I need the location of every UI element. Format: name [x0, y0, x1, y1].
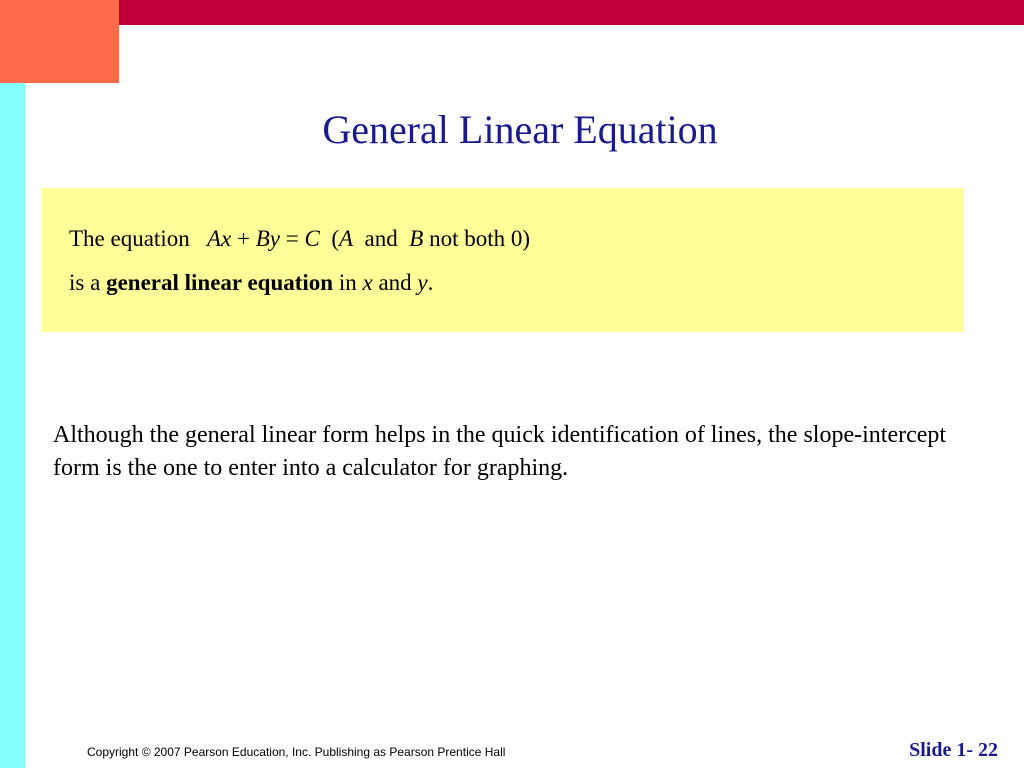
plus-sign: + [236, 226, 250, 251]
definition-box [42, 188, 964, 332]
paren-open: ( [331, 226, 339, 251]
definition-line-2 [69, 269, 433, 297]
equals-sign: = [285, 226, 299, 251]
corner-accent-square [0, 0, 119, 83]
period: . [427, 270, 434, 295]
var-b: B [409, 226, 424, 251]
top-accent-bar [119, 0, 1024, 25]
definition-prefix: The equation [69, 226, 190, 251]
var-x: x [362, 270, 373, 295]
body-paragraph: Although the general linear form helps in the quick identification of lines, the slope-intercept form is the one to enter into a calculator for graphing. [53, 422, 947, 481]
and-word-2: and [378, 270, 412, 295]
var-by: By [255, 226, 280, 251]
definition-suffix: not both 0) [429, 226, 531, 251]
footer-copyright: Copyright © 2007 Pearson Education, Inc. Publishing as Pearson Prentice Hall [87, 745, 506, 759]
var-y: y [417, 270, 428, 295]
var-a: A [338, 226, 354, 251]
definition-line-1 [69, 225, 530, 253]
slide-number: Slide 1- 22 [909, 739, 998, 761]
slide-title: General Linear Equation [322, 107, 718, 152]
and-word: and [364, 226, 398, 251]
side-accent-bar [0, 83, 25, 768]
var-c: C [304, 226, 320, 251]
key-term: general linear equation [106, 270, 334, 295]
var-ax: Ax [206, 226, 232, 251]
in-word: in [338, 270, 357, 295]
is-a-text: is a [69, 270, 101, 295]
